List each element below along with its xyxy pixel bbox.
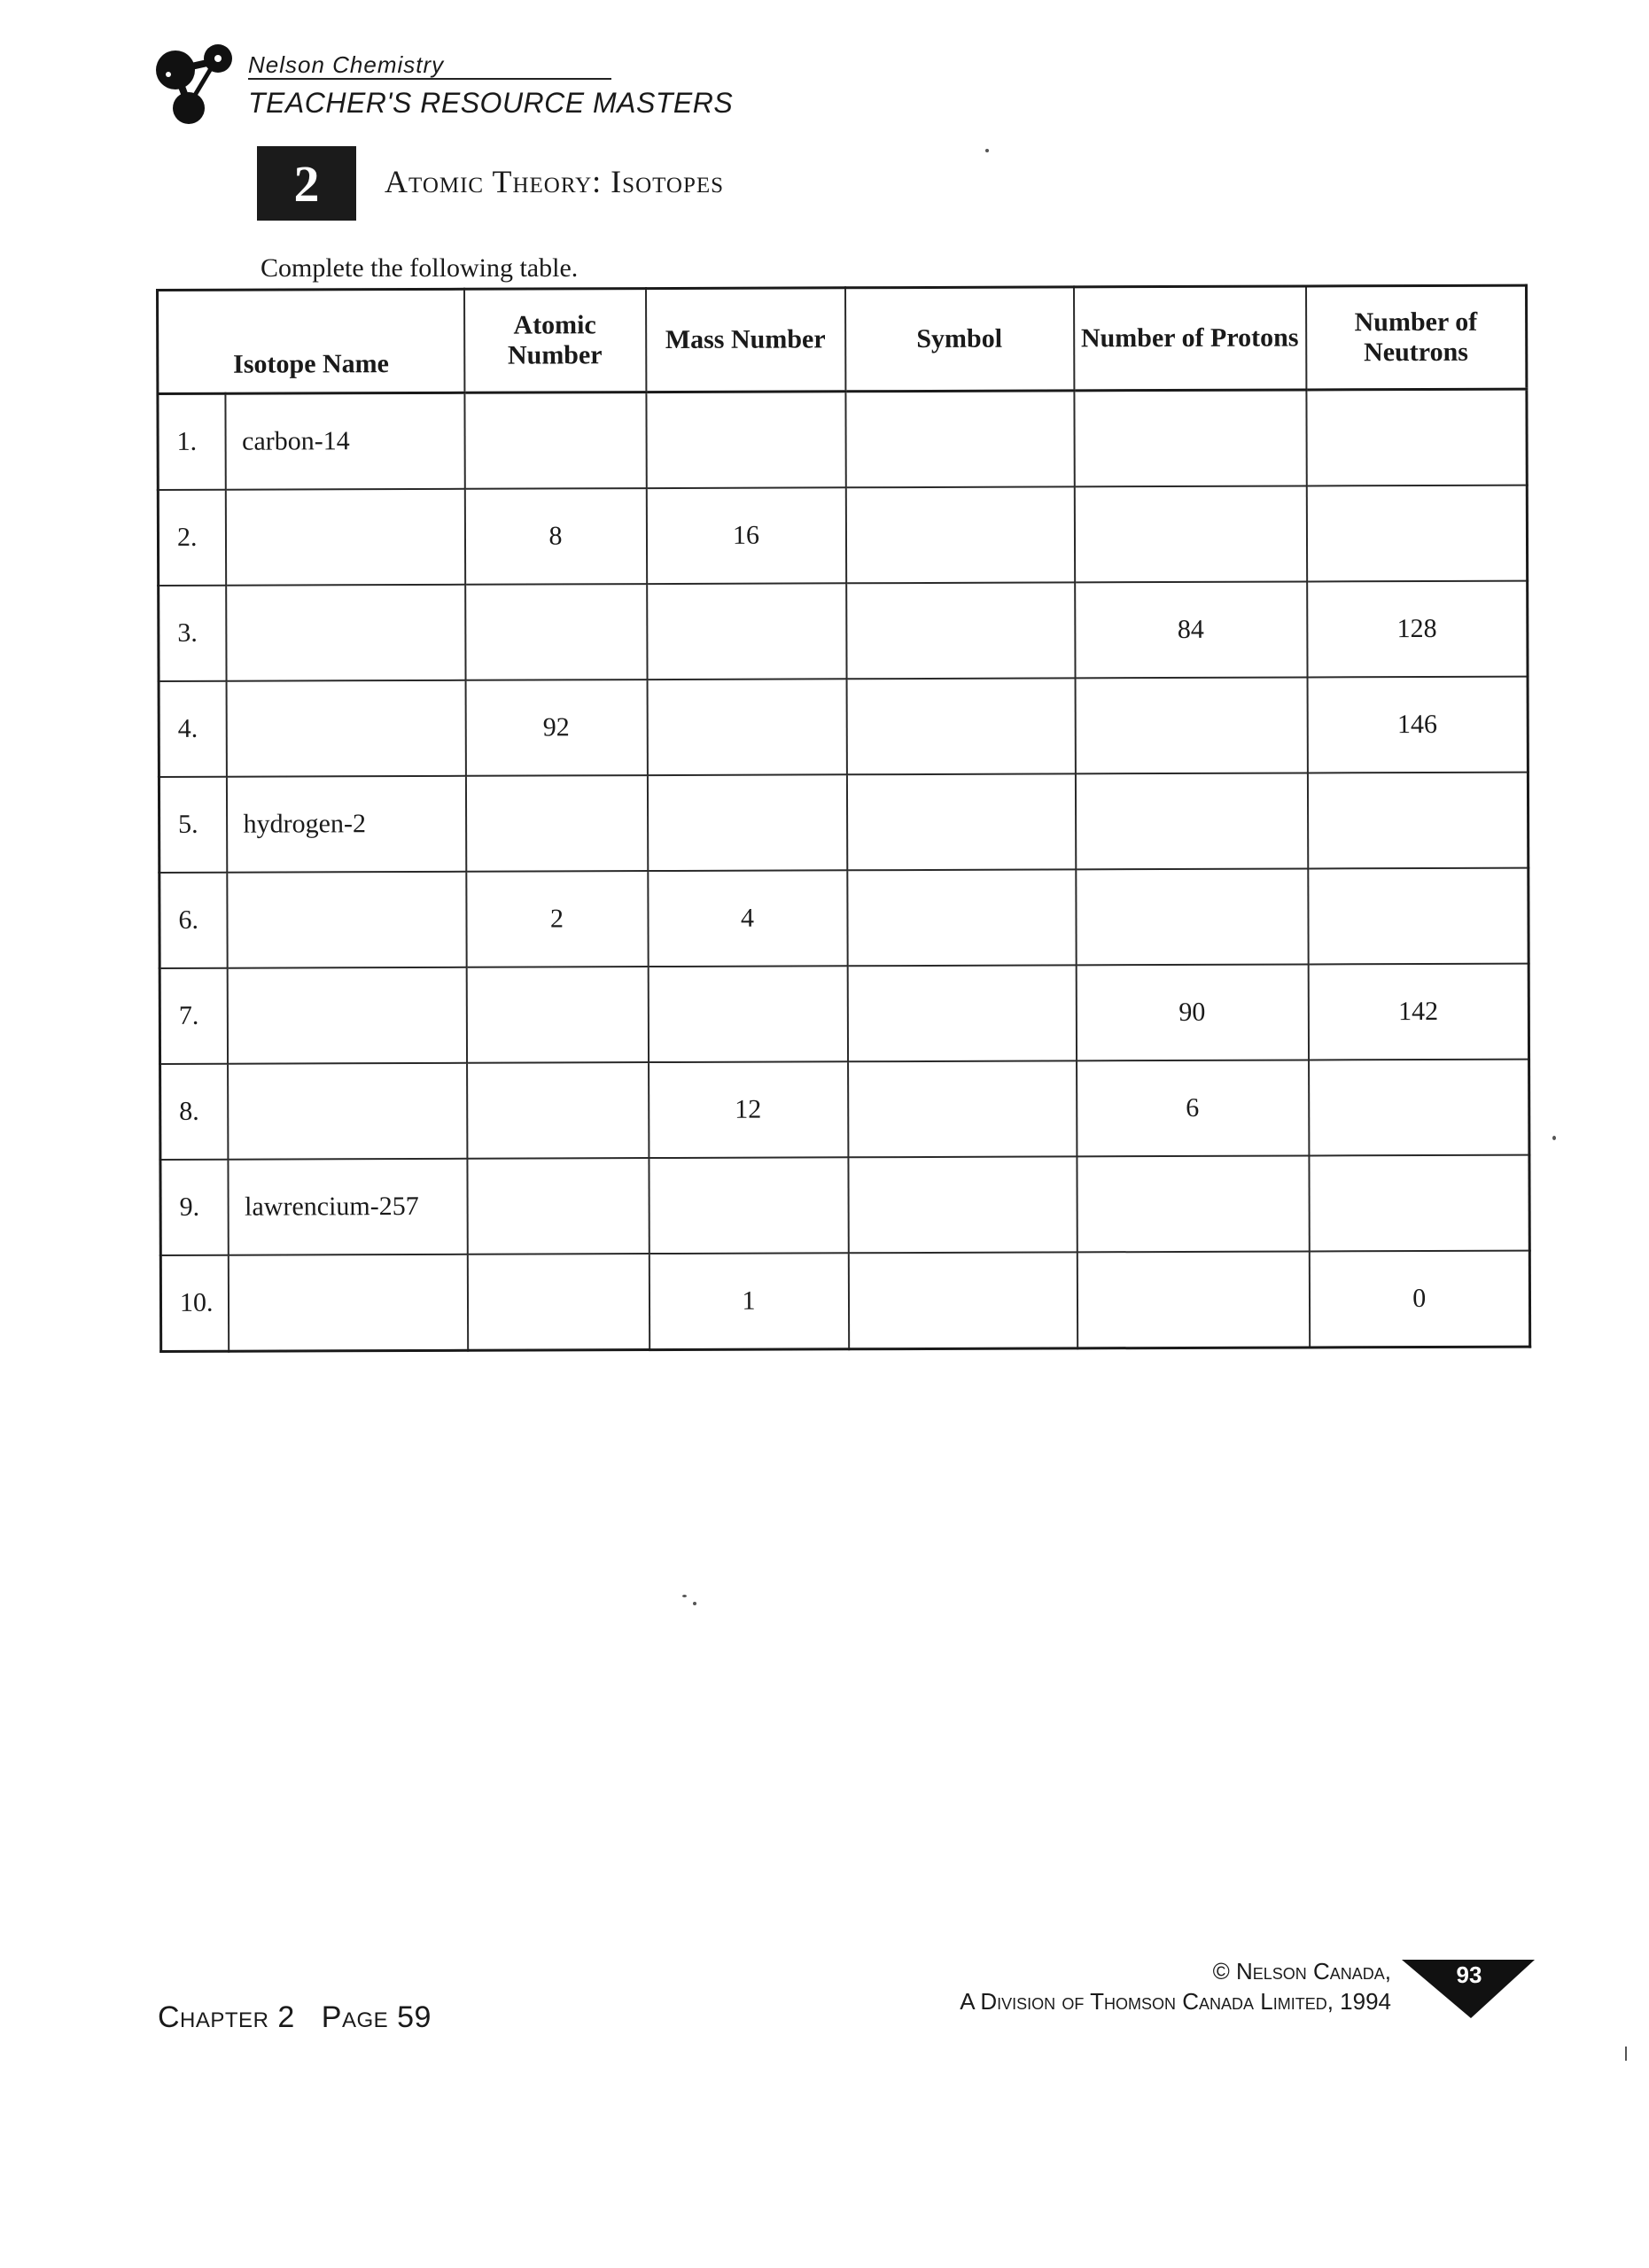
symbol-cell (846, 773, 1075, 870)
table-row (159, 773, 1528, 873)
mass-number-cell (647, 774, 846, 871)
series-divider (248, 78, 611, 80)
footer-reference (158, 2000, 432, 2035)
mass-number-cell (647, 679, 846, 775)
neutrons-cell: 0 (1309, 1251, 1529, 1348)
molecule-logo-icon (149, 39, 246, 128)
isotope-name-cell (228, 1063, 467, 1160)
mass-number-cell: 12 (649, 1061, 848, 1158)
neutrons-cell: 142 (1308, 964, 1528, 1060)
scan-speck (682, 1595, 687, 1597)
mass-number-cell (647, 583, 846, 680)
isotope-name-cell (226, 585, 465, 681)
copyright-line-2: A Division of Thomson Canada Limited, 1994 (960, 1988, 1391, 2015)
neutrons-cell (1306, 389, 1527, 485)
isotope-name-cell (225, 489, 464, 586)
table-row (160, 1251, 1529, 1352)
neutrons-cell: 146 (1307, 677, 1528, 773)
column-header-atomic-number: Atomic Number (464, 289, 646, 393)
row-number: 1. (158, 393, 225, 490)
table-row (158, 485, 1527, 586)
protons-cell: 90 (1076, 964, 1308, 1060)
protons-cell (1077, 1155, 1309, 1252)
table-row (159, 964, 1528, 1064)
neutrons-cell: 128 (1307, 581, 1528, 678)
isotope-name-cell: carbon-14 (225, 392, 464, 489)
neutrons-cell (1306, 485, 1527, 582)
mass-number-cell (646, 392, 845, 488)
isotope-name-cell (226, 680, 465, 777)
table-row (159, 677, 1528, 777)
symbol-cell (846, 582, 1075, 679)
scan-speck (693, 1602, 696, 1605)
isotope-table (156, 284, 1531, 1353)
table-row (158, 389, 1527, 490)
neutrons-cell (1309, 1155, 1529, 1252)
mass-number-cell (648, 966, 847, 1062)
column-header-isotope-name: Isotope Name (158, 289, 464, 393)
column-header-neutrons: Number of Neutrons (1305, 285, 1526, 390)
protons-cell (1074, 390, 1306, 486)
isotope-name-cell (227, 967, 466, 1064)
row-number: 2. (158, 490, 225, 586)
isotope-name-cell (228, 1254, 467, 1351)
protons-cell: 84 (1075, 581, 1307, 678)
symbol-cell (848, 1252, 1077, 1348)
symbol-cell (847, 869, 1076, 966)
isotope-name-cell (227, 872, 466, 968)
column-header-symbol: Symbol (845, 287, 1074, 392)
protons-cell: 6 (1077, 1060, 1309, 1156)
atomic-number-cell: 8 (464, 488, 646, 585)
neutrons-cell (1309, 1060, 1529, 1156)
protons-cell (1075, 773, 1307, 869)
mass-number-cell (649, 1157, 848, 1254)
protons-cell (1074, 485, 1306, 582)
scan-speck (985, 149, 989, 152)
atomic-number-cell (464, 392, 646, 489)
mass-number-cell: 16 (646, 487, 845, 584)
footer-page: Page 59 (321, 2000, 432, 2034)
page-number: 93 (1456, 1961, 1482, 1988)
atomic-number-cell (466, 967, 648, 1063)
copyright-notice (886, 1956, 1391, 2016)
symbol-cell (847, 965, 1076, 1061)
row-number: 6. (159, 873, 227, 968)
isotope-name-cell: lawrencium-257 (228, 1159, 467, 1255)
chapter-number-badge: 2 (257, 146, 356, 221)
row-number: 10. (160, 1255, 228, 1352)
series-name: Nelson Chemistry (248, 51, 445, 78)
table-row (160, 1155, 1529, 1255)
row-number: 4. (159, 681, 226, 777)
mass-number-cell: 4 (648, 870, 847, 967)
row-number: 9. (160, 1160, 228, 1255)
worksheet-title: Atomic Theory: Isotopes (385, 164, 725, 199)
row-number: 5. (159, 777, 226, 873)
neutrons-cell (1307, 773, 1528, 869)
atomic-number-cell: 92 (465, 680, 647, 776)
column-header-protons: Number of Protons (1073, 286, 1305, 391)
atomic-number-cell (467, 1254, 649, 1350)
column-header-mass-number: Mass Number (646, 288, 845, 392)
copyright-line-1: © Nelson Canada, (1212, 1958, 1391, 1984)
instructions: Complete the following table. (261, 253, 579, 283)
table-row (159, 868, 1528, 968)
neutrons-cell (1308, 868, 1528, 965)
table-row (159, 581, 1528, 681)
series-subtitle: TEACHER'S RESOURCE MASTERS (248, 87, 734, 119)
scan-speck (1552, 1136, 1556, 1140)
atomic-number-cell (465, 584, 647, 680)
symbol-cell (845, 391, 1074, 487)
atomic-number-cell (465, 775, 647, 872)
row-number: 8. (160, 1064, 228, 1160)
table-row (160, 1060, 1529, 1160)
footer-chapter: Chapter 2 (158, 2000, 295, 2034)
row-number: 7. (159, 968, 227, 1064)
scan-speck (1625, 2047, 1627, 2061)
symbol-cell (848, 1060, 1077, 1157)
row-number: 3. (159, 586, 226, 681)
protons-cell (1076, 868, 1308, 965)
mass-number-cell: 1 (649, 1253, 848, 1349)
protons-cell (1075, 677, 1307, 773)
isotope-name-cell: hydrogen-2 (226, 776, 465, 873)
atomic-number-cell (467, 1062, 649, 1159)
symbol-cell (848, 1156, 1077, 1253)
symbol-cell (846, 678, 1075, 774)
atomic-number-cell: 2 (466, 871, 648, 967)
table-header-row (158, 285, 1527, 393)
atomic-number-cell (467, 1158, 649, 1254)
protons-cell (1077, 1251, 1309, 1348)
symbol-cell (845, 486, 1074, 583)
